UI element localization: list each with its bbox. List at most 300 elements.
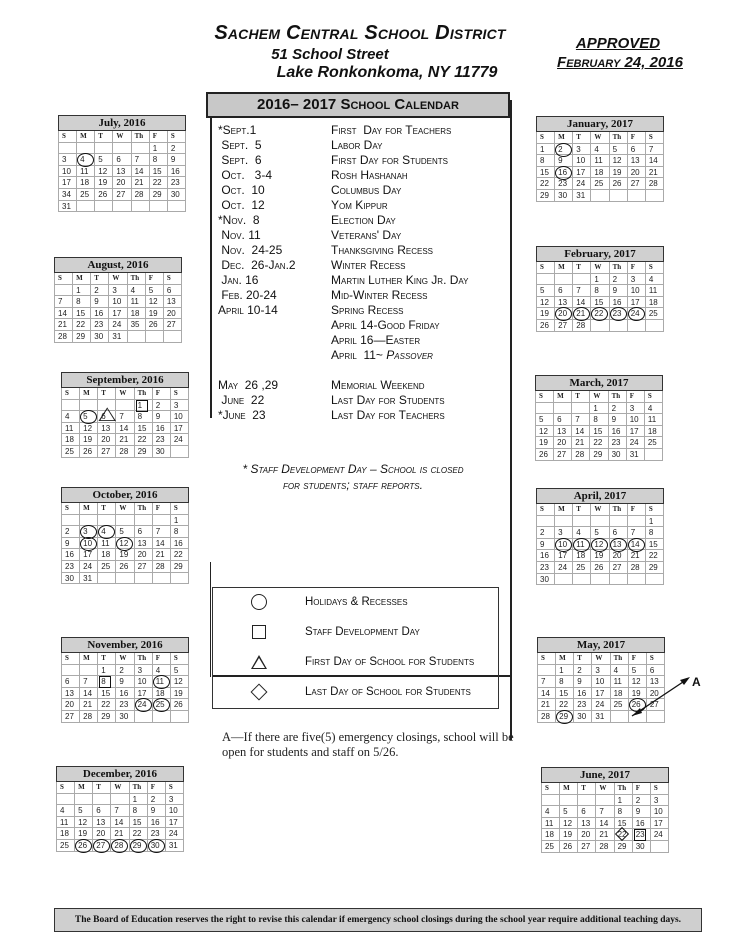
event-date: Sept. 5 — [218, 138, 262, 152]
day-cell: 23 — [609, 437, 627, 449]
day-cell: 19 — [116, 549, 134, 561]
day-cell: 19 — [146, 308, 164, 320]
day-cell: 18 — [573, 550, 591, 562]
day-cell: 20 — [628, 167, 646, 179]
day-cell: 4 — [573, 527, 591, 539]
day-cell: 14 — [111, 817, 129, 829]
month-grid — [56, 782, 184, 852]
day-cell: 11 — [98, 538, 116, 550]
day-cell: 22 — [537, 178, 555, 190]
day-cell — [62, 665, 80, 677]
day-cell: 3 — [555, 527, 573, 539]
event-name: First Day for Students — [331, 153, 448, 167]
day-cell: 15 — [537, 167, 555, 179]
day-cell: 12 — [95, 166, 113, 178]
weekday-header: M — [73, 273, 91, 285]
month-title: December, 2016 — [56, 766, 184, 782]
day-cell: 29 — [135, 446, 153, 458]
day-cell: 21 — [111, 828, 129, 840]
day-cell: 7 — [572, 414, 590, 426]
day-cell: 16 — [116, 688, 134, 700]
day-cell: 18 — [57, 828, 75, 840]
day-cell: 27 — [610, 562, 628, 574]
day-cell: 15 — [130, 817, 148, 829]
event-date — [218, 333, 331, 348]
day-cell: 10 — [135, 676, 153, 688]
weekday-header: Th — [610, 132, 628, 144]
day-cell: 27 — [555, 320, 573, 332]
day-cell — [560, 795, 578, 807]
day-cell: 14 — [596, 818, 614, 830]
weekday-header: S — [59, 131, 77, 143]
day-cell: 13 — [647, 676, 665, 688]
day-cell: 24 — [171, 434, 189, 446]
day-cell: 1 — [135, 400, 153, 412]
weekday-header: W — [116, 653, 134, 665]
day-cell: 28 — [111, 840, 129, 852]
day-cell: 22 — [98, 699, 116, 711]
weekday-header: F — [148, 782, 166, 794]
day-cell: 21 — [573, 308, 591, 320]
month-feb-2017 — [536, 246, 664, 332]
month-jul-2016 — [58, 115, 186, 212]
arrow-icon — [628, 672, 718, 722]
day-cell: 28 — [572, 449, 590, 461]
event-name: April 16—Easter — [331, 333, 421, 347]
day-cell — [55, 285, 73, 297]
day-cell: 1 — [73, 285, 91, 297]
day-cell: 19 — [80, 434, 98, 446]
legend-item-first-day — [213, 650, 498, 674]
day-cell: 15 — [615, 818, 633, 830]
day-cell: 14 — [116, 423, 134, 435]
day-cell: 9 — [555, 155, 573, 167]
day-cell — [57, 794, 75, 806]
day-cell: 24 — [651, 829, 669, 841]
month-title: November, 2016 — [61, 637, 189, 653]
day-cell — [153, 573, 171, 585]
day-cell: 22 — [73, 319, 91, 331]
day-cell — [555, 274, 573, 286]
day-cell: 1 — [646, 516, 664, 528]
day-cell: 26 — [560, 841, 578, 853]
event-row — [218, 228, 508, 243]
day-cell: 11 — [611, 676, 629, 688]
month-title: September, 2016 — [61, 372, 189, 388]
month-apr-2017 — [536, 488, 664, 585]
day-cell: 12 — [116, 538, 134, 550]
weekday-header: F — [628, 132, 646, 144]
day-cell — [538, 665, 556, 677]
weekday-header: T — [572, 391, 590, 403]
month-nov-2016 — [61, 637, 189, 723]
day-cell — [596, 795, 614, 807]
event-name: Martin Luther King Jr. Day — [331, 273, 469, 287]
weekday-header: S — [57, 782, 75, 794]
weekday-header: F — [628, 262, 646, 274]
weekday-header: W — [591, 504, 609, 516]
day-cell: 5 — [75, 805, 93, 817]
day-cell: 17 — [135, 688, 153, 700]
day-cell: 21 — [80, 699, 98, 711]
day-cell: 18 — [153, 688, 171, 700]
weekday-header: T — [573, 132, 591, 144]
weekday-header: S — [537, 504, 555, 516]
day-cell — [75, 794, 93, 806]
day-cell — [132, 201, 150, 213]
event-row — [218, 198, 508, 213]
day-cell — [80, 665, 98, 677]
day-cell: 22 — [646, 550, 664, 562]
month-title: March, 2017 — [535, 375, 663, 391]
day-cell: 8 — [150, 154, 168, 166]
event-name: Veterans' Day — [331, 228, 402, 242]
day-cell: 3 — [80, 526, 98, 538]
day-cell: 15 — [150, 166, 168, 178]
day-cell: 30 — [62, 573, 80, 585]
weekday-header: S — [164, 273, 182, 285]
day-cell: 9 — [116, 676, 134, 688]
day-cell: 2 — [555, 144, 573, 156]
day-cell: 22 — [171, 549, 189, 561]
weekday-header: Th — [128, 273, 146, 285]
day-cell: 30 — [153, 446, 171, 458]
weekday-header: Th — [135, 388, 153, 400]
day-cell: 21 — [116, 434, 134, 446]
day-cell: 2 — [633, 795, 651, 807]
day-cell: 20 — [135, 549, 153, 561]
day-cell: 28 — [55, 331, 73, 343]
day-cell — [93, 794, 111, 806]
event-date: *June 23 — [218, 408, 266, 422]
month-grid — [61, 653, 189, 723]
day-cell: 25 — [153, 699, 171, 711]
day-cell: 5 — [591, 527, 609, 539]
day-cell: 27 — [578, 841, 596, 853]
day-cell: 23 — [168, 177, 186, 189]
day-cell: 8 — [646, 527, 664, 539]
day-cell: 9 — [610, 285, 628, 297]
event-name: Winter Recess — [331, 258, 406, 272]
day-cell: 7 — [153, 526, 171, 538]
day-cell — [116, 400, 134, 412]
day-cell: 11 — [128, 296, 146, 308]
event-date: Oct. 3-4 — [218, 168, 273, 182]
day-cell: 6 — [610, 527, 628, 539]
day-cell: 3 — [135, 665, 153, 677]
day-cell: 9 — [537, 539, 555, 551]
day-cell: 7 — [646, 144, 664, 156]
day-cell: 8 — [537, 155, 555, 167]
day-cell: 25 — [645, 437, 663, 449]
legend-item-staff-development — [213, 620, 498, 644]
day-cell — [135, 711, 153, 723]
day-cell: 21 — [538, 699, 556, 711]
day-cell: 9 — [91, 296, 109, 308]
day-cell: 10 — [555, 539, 573, 551]
day-cell: 29 — [130, 840, 148, 852]
day-cell — [542, 795, 560, 807]
day-cell: 4 — [77, 154, 95, 166]
weekday-header: S — [646, 504, 664, 516]
day-cell: 7 — [573, 285, 591, 297]
day-cell — [578, 795, 596, 807]
event-name: Thanksgiving Recess — [331, 243, 434, 257]
day-cell: 7 — [538, 676, 556, 688]
day-cell: 8 — [556, 676, 574, 688]
day-cell: 20 — [578, 829, 596, 841]
day-cell: 3 — [592, 665, 610, 677]
weekday-header: M — [560, 783, 578, 795]
day-cell: 29 — [171, 561, 189, 573]
day-cell: 18 — [611, 688, 629, 700]
event-name: Spring Recess — [331, 303, 404, 317]
day-cell — [98, 400, 116, 412]
day-cell: 10 — [627, 414, 645, 426]
day-cell: 7 — [132, 154, 150, 166]
day-cell: 26 — [116, 561, 134, 573]
day-cell: 16 — [91, 308, 109, 320]
legend-label: First Day of School for Students — [305, 656, 475, 668]
diamond-icon — [251, 684, 268, 701]
day-cell: 12 — [146, 296, 164, 308]
day-cell: 3 — [628, 274, 646, 286]
weekday-header: T — [573, 262, 591, 274]
day-cell: 4 — [57, 805, 75, 817]
day-cell: 15 — [135, 423, 153, 435]
day-cell: 5 — [80, 411, 98, 423]
day-cell: 24 — [109, 319, 127, 331]
weekday-header: T — [98, 388, 116, 400]
day-cell — [59, 143, 77, 155]
day-cell: 14 — [628, 539, 646, 551]
weekday-header: S — [647, 653, 665, 665]
day-cell: 11 — [77, 166, 95, 178]
day-cell: 12 — [610, 155, 628, 167]
day-cell: 6 — [98, 411, 116, 423]
day-cell: 13 — [98, 423, 116, 435]
day-cell: 26 — [171, 699, 189, 711]
day-cell: 2 — [91, 285, 109, 297]
day-cell: 29 — [556, 711, 574, 723]
day-cell: 8 — [98, 676, 116, 688]
event-row — [218, 348, 508, 363]
day-cell — [62, 400, 80, 412]
day-cell: 6 — [135, 526, 153, 538]
event-name: Labor Day — [331, 138, 383, 152]
day-cell — [591, 190, 609, 202]
day-cell: 13 — [62, 688, 80, 700]
day-cell: 19 — [95, 177, 113, 189]
day-cell: 3 — [171, 400, 189, 412]
day-cell: 12 — [80, 423, 98, 435]
event-row — [218, 213, 508, 228]
day-cell: 4 — [646, 274, 664, 286]
day-cell: 20 — [98, 434, 116, 446]
day-cell — [537, 274, 555, 286]
weekday-header: W — [591, 132, 609, 144]
day-cell: 5 — [629, 665, 647, 677]
day-cell: 13 — [135, 538, 153, 550]
day-cell: 16 — [168, 166, 186, 178]
day-cell: 21 — [596, 829, 614, 841]
city-address: Lake Ronkonkoma, NY 11779 — [276, 64, 498, 81]
day-cell: 30 — [537, 574, 555, 586]
weekday-header: Th — [135, 503, 153, 515]
day-cell: 12 — [591, 539, 609, 551]
day-cell: 12 — [629, 676, 647, 688]
weekday-header: Th — [130, 782, 148, 794]
weekday-header: T — [91, 273, 109, 285]
day-cell — [573, 516, 591, 528]
day-cell: 7 — [596, 806, 614, 818]
day-cell: 21 — [646, 167, 664, 179]
day-cell — [573, 274, 591, 286]
event-name: Rosh Hashanah — [331, 168, 408, 182]
month-oct-2016 — [61, 487, 189, 584]
day-cell: 17 — [166, 817, 184, 829]
day-cell: 5 — [560, 806, 578, 818]
day-cell — [572, 403, 590, 415]
day-cell: 25 — [591, 178, 609, 190]
day-cell: 24 — [135, 699, 153, 711]
day-cell: 20 — [554, 437, 572, 449]
box-border — [210, 118, 212, 418]
day-cell: 23 — [574, 699, 592, 711]
weekday-header: S — [55, 273, 73, 285]
weekday-header: W — [596, 783, 614, 795]
event-row — [218, 258, 508, 273]
weekday-header: T — [574, 653, 592, 665]
day-cell: 20 — [113, 177, 131, 189]
day-cell: 1 — [556, 665, 574, 677]
day-cell: 30 — [168, 189, 186, 201]
event-date: Dec. 26-Jan.2 — [218, 258, 296, 272]
day-cell: 7 — [116, 411, 134, 423]
day-cell — [171, 446, 189, 458]
day-cell — [537, 516, 555, 528]
day-cell — [554, 403, 572, 415]
day-cell: 6 — [554, 414, 572, 426]
event-date: Nov. 24-25 — [218, 243, 283, 257]
day-cell: 26 — [610, 178, 628, 190]
day-cell: 18 — [542, 829, 560, 841]
day-cell: 8 — [73, 296, 91, 308]
day-cell: 16 — [610, 297, 628, 309]
weekday-header: T — [93, 782, 111, 794]
day-cell: 18 — [645, 426, 663, 438]
day-cell: 23 — [555, 178, 573, 190]
day-cell: 31 — [166, 840, 184, 852]
day-cell: 31 — [627, 449, 645, 461]
day-cell: 16 — [574, 688, 592, 700]
event-name: Last Day for Students — [331, 393, 445, 407]
day-cell — [113, 143, 131, 155]
day-cell: 24 — [573, 178, 591, 190]
weekday-header: T — [98, 653, 116, 665]
day-cell — [536, 403, 554, 415]
day-cell: 18 — [62, 434, 80, 446]
month-aug-2016 — [54, 257, 182, 343]
day-cell — [628, 190, 646, 202]
day-cell: 11 — [62, 423, 80, 435]
day-cell: 17 — [627, 426, 645, 438]
day-cell: 8 — [135, 411, 153, 423]
day-cell: 9 — [168, 154, 186, 166]
weekday-header: S — [537, 262, 555, 274]
day-cell: 28 — [132, 189, 150, 201]
event-name: First Day for Teachers — [331, 123, 452, 137]
day-cell: 9 — [153, 411, 171, 423]
day-cell: 31 — [592, 711, 610, 723]
day-cell: 23 — [91, 319, 109, 331]
day-cell: 17 — [171, 423, 189, 435]
weekday-header: M — [80, 653, 98, 665]
day-cell: 19 — [536, 437, 554, 449]
day-cell: 16 — [609, 426, 627, 438]
day-cell: 9 — [574, 676, 592, 688]
month-grid — [58, 131, 186, 212]
weekday-header: S — [536, 391, 554, 403]
day-cell: 18 — [98, 549, 116, 561]
day-cell: 27 — [554, 449, 572, 461]
weekday-header: S — [646, 262, 664, 274]
day-cell: 31 — [573, 190, 591, 202]
weekday-header: S — [62, 503, 80, 515]
day-cell: 6 — [555, 285, 573, 297]
day-cell: 8 — [171, 526, 189, 538]
weekday-header: W — [591, 262, 609, 274]
month-title: January, 2017 — [536, 116, 664, 132]
legend — [212, 587, 499, 709]
day-cell: 25 — [573, 562, 591, 574]
month-grid — [61, 503, 189, 584]
day-cell: 27 — [135, 561, 153, 573]
day-cell: 7 — [55, 296, 73, 308]
day-cell: 26 — [629, 699, 647, 711]
day-cell: 28 — [596, 841, 614, 853]
weekday-header: W — [113, 131, 131, 143]
day-cell: 3 — [651, 795, 669, 807]
day-cell: 24 — [80, 561, 98, 573]
day-cell: 5 — [116, 526, 134, 538]
weekday-header: S — [538, 653, 556, 665]
event-row — [218, 168, 508, 183]
day-cell — [591, 574, 609, 586]
day-cell: 17 — [651, 818, 669, 830]
weekday-header: Th — [610, 262, 628, 274]
day-cell: 15 — [646, 539, 664, 551]
event-row — [218, 393, 508, 408]
event-name: Election Day — [331, 213, 396, 227]
square-icon — [252, 625, 266, 639]
day-cell — [132, 143, 150, 155]
day-cell: 15 — [98, 688, 116, 700]
event-name-italic: Passover — [386, 348, 433, 362]
day-cell: 10 — [592, 676, 610, 688]
weekday-header: Th — [611, 653, 629, 665]
day-cell: 14 — [538, 688, 556, 700]
month-title: October, 2016 — [61, 487, 189, 503]
day-cell: 1 — [590, 403, 608, 415]
event-date: *Nov. 8 — [218, 213, 260, 227]
staff-note-line1: * Staff Development Day – School is closed — [242, 462, 464, 476]
day-cell: 14 — [153, 538, 171, 550]
month-title: April, 2017 — [536, 488, 664, 504]
day-cell: 26 — [95, 189, 113, 201]
day-cell: 5 — [146, 285, 164, 297]
day-cell: 11 — [542, 818, 560, 830]
